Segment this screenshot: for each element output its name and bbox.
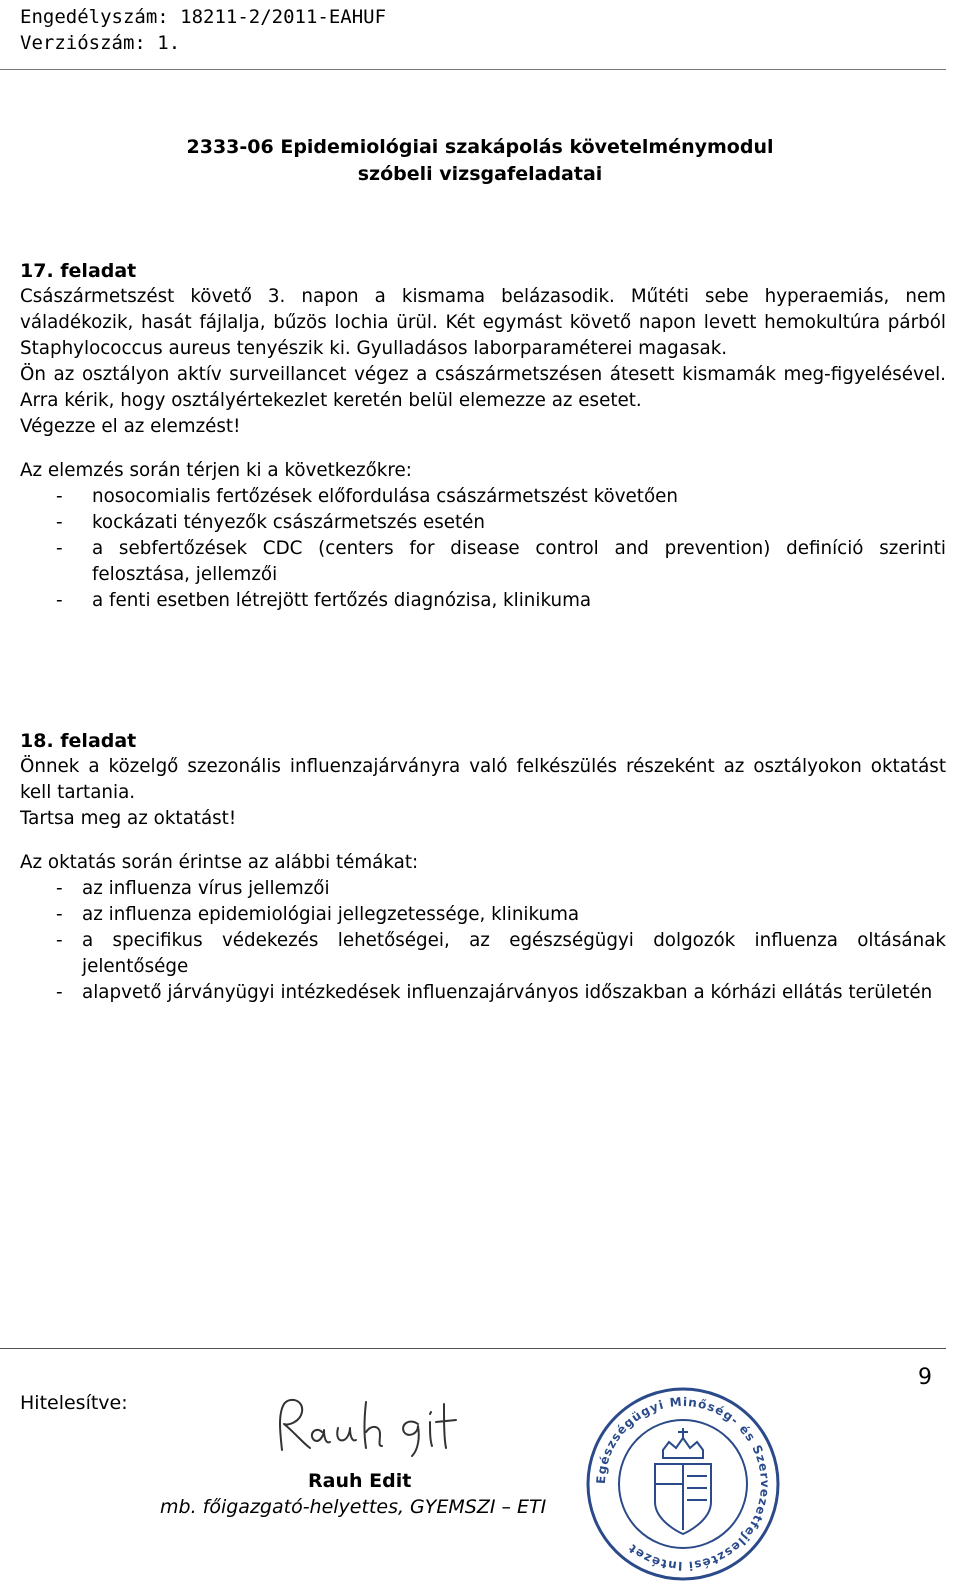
list-item: - kockázati tényezők császármetszés esetén <box>20 510 946 536</box>
task-18-list <box>20 876 946 1006</box>
task-17-paragraph: Császármetszést követő 3. napon a kismama belázasodik. Műtéti sebe hyperaemiás, nem váladékozik, hasát fájlalja, bűzös lochia ürül. Két egymást követő napon levett hemokultúra párból Staphylococcus aureus tenyészik ki. Gyulladásos laborparaméterei magasak. <box>20 286 946 359</box>
task-17-heading: 17. feladat <box>20 260 137 282</box>
list-dash: - <box>56 512 63 533</box>
document-title <box>0 134 960 188</box>
task-17-list-intro: Az elemzés során térjen ki a következőkre: <box>20 460 412 481</box>
task-17-list <box>20 484 946 614</box>
title-line-2: szóbeli vizsgafeladatai <box>357 163 603 185</box>
list-item: - a specifikus védekezés lehetőségei, az egészségügyi dolgozók influenza oltásának jelentősége <box>56 930 946 977</box>
handwritten-signature <box>268 1392 478 1462</box>
document-header <box>20 4 386 56</box>
task-18-heading: 18. feladat <box>20 730 137 752</box>
license-number: Engedélyszám: 18211-2/2011-EAHUF <box>20 6 387 28</box>
svg-text:Egészségügyi Minőség- és Szerv: Egészségügyi Minőség- és Szervezetfejlesztési Intézet <box>593 1394 773 1574</box>
list-item: - a sebfertőzések CDC (centers for disease control and prevention) definíció szerinti felosztása, jellemzői <box>56 538 946 585</box>
list-dash: - <box>56 486 63 507</box>
task-18-list-intro: Az oktatás során érintse az alábbi témákat: <box>20 852 419 873</box>
list-item: - alapvető járványügyi intézkedések influenzajárványos időszakban a kórházi ellátás területén <box>20 980 946 1006</box>
header-divider <box>0 69 946 70</box>
list-dash: - <box>56 590 63 611</box>
list-dash: - <box>56 878 63 899</box>
list-dash: - <box>56 982 63 1003</box>
signer-title: mb. főigazgató-helyettes, GYEMSZI – ETI <box>160 1496 547 1518</box>
list-item: - az influenza epidemiológiai jellegzetessége, klinikuma <box>20 902 946 928</box>
list-dash: - <box>56 538 63 559</box>
certified-label: Hitelesítve: <box>20 1392 128 1414</box>
list-dash: - <box>56 904 63 925</box>
list-dash: - <box>56 930 63 951</box>
task-17-paragraph-2: Ön az osztályon aktív surveillancet végez a császármetszésen átesett kismamák meg-figyelésével. Arra kérik, hogy osztályértekezlet keretén belül elemezze az esetet. <box>20 364 946 411</box>
version-number: Verziószám: 1. <box>20 32 181 54</box>
task-18 <box>20 728 946 1006</box>
task-17-instruction: Végezze el az elemzést! <box>20 416 241 437</box>
list-item: - nosocomialis fertőzések előfordulása császármetszést követően <box>20 484 946 510</box>
footer-divider <box>0 1348 946 1349</box>
task-18-paragraph: Önnek a közelgő szezonális influenzajárványra való felkészülés részeként az osztályokon oktatást kell tartania. <box>20 756 946 803</box>
list-item: - a fenti esetben létrejött fertőzés diagnózisa, klinikuma <box>20 588 946 614</box>
list-item: - az influenza vírus jellemzői <box>20 876 946 902</box>
task-17 <box>20 258 946 614</box>
page-number: 9 <box>918 1365 932 1390</box>
official-seal-icon <box>583 1384 783 1584</box>
signer-name: Rauh Edit <box>308 1470 412 1492</box>
task-18-instruction: Tartsa meg az oktatást! <box>20 808 237 829</box>
title-line-1: 2333-06 Epidemiológiai szakápolás követelménymodul <box>186 136 774 158</box>
